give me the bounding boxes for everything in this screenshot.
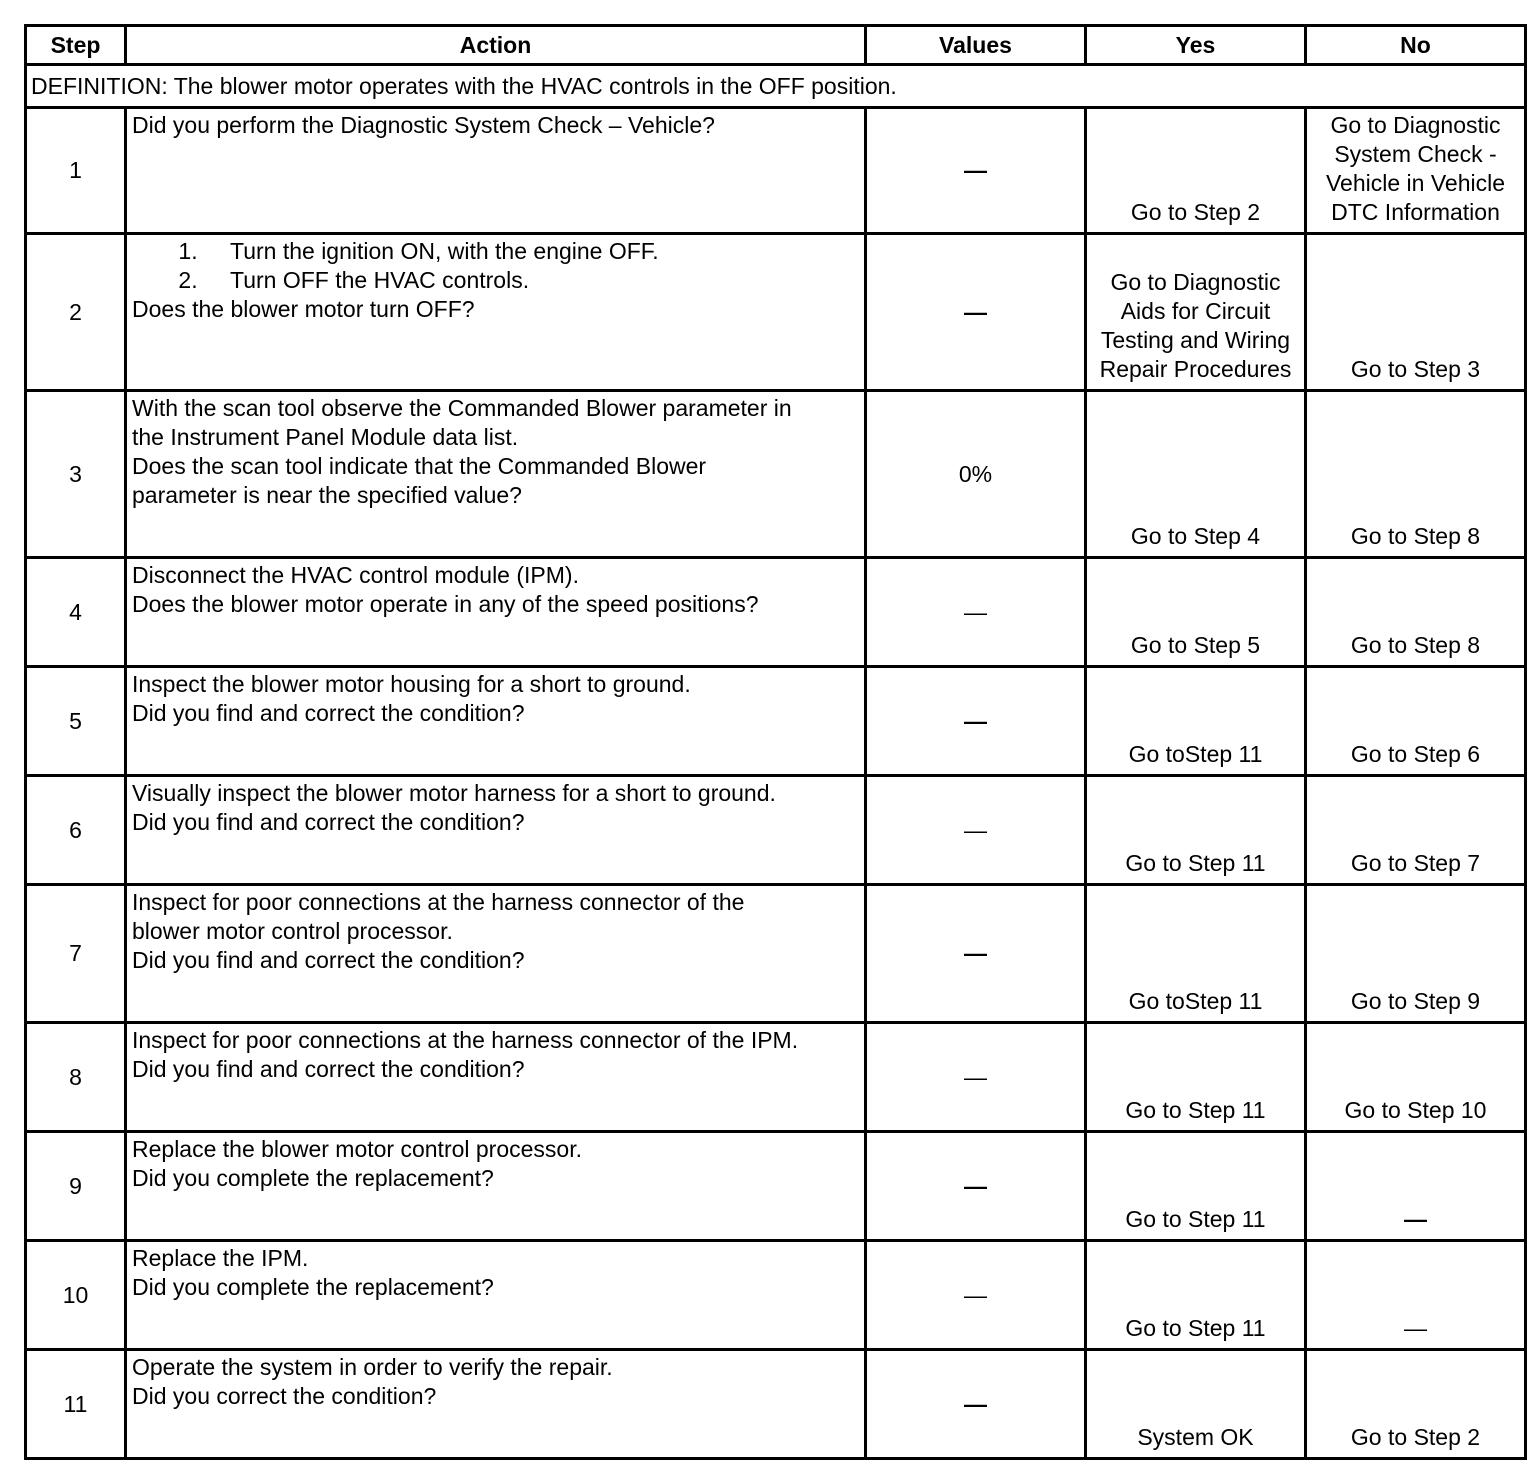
no-cell: Go to Step 6 bbox=[1306, 667, 1526, 776]
value-cell: — bbox=[866, 667, 1086, 776]
step-number: 1 bbox=[26, 108, 126, 234]
action-text: With the scan tool observe the Commanded Blower parameter in bbox=[132, 395, 792, 421]
action-text: Did you perform the Diagnostic System Check – Vehicle? bbox=[132, 112, 715, 138]
action-cell bbox=[126, 667, 866, 776]
header-step: Step bbox=[26, 26, 126, 65]
value-cell: — bbox=[866, 1241, 1086, 1350]
no-cell: Go to Diagnostic System Check - Vehicle in Vehicle DTC Information bbox=[1306, 108, 1526, 234]
no-cell: Go to Step 8 bbox=[1306, 558, 1526, 667]
value-cell: — bbox=[866, 108, 1086, 234]
step-number: 2 bbox=[26, 234, 126, 391]
question-text: Did you find and correct the condition? bbox=[132, 1056, 525, 1082]
value-cell: — bbox=[866, 1350, 1086, 1459]
action-cell bbox=[126, 1241, 866, 1350]
question-text: Does the blower motor turn OFF? bbox=[132, 296, 475, 322]
yes-cell: Go toStep 11 bbox=[1086, 885, 1306, 1023]
yes-cell: Go to Step 11 bbox=[1086, 1241, 1306, 1350]
action-list-item: 1. Turn the ignition ON, with the engine OFF. bbox=[204, 237, 858, 266]
action-text: Replace the blower motor control processor. bbox=[132, 1136, 582, 1162]
no-cell: Go to Step 10 bbox=[1306, 1023, 1526, 1132]
action-list bbox=[132, 237, 858, 295]
step-number: 3 bbox=[26, 391, 126, 558]
action-text: Inspect for poor connections at the harness connector of the IPM. bbox=[132, 1027, 799, 1053]
yes-cell: Go to Diagnostic Aids for Circuit Testing and Wiring Repair Procedures bbox=[1086, 234, 1306, 391]
yes-cell: Go toStep 11 bbox=[1086, 667, 1306, 776]
step-number: 8 bbox=[26, 1023, 126, 1132]
value-cell: — bbox=[866, 234, 1086, 391]
no-cell: Go to Step 7 bbox=[1306, 776, 1526, 885]
table-row bbox=[26, 1132, 1526, 1241]
table-row bbox=[26, 1350, 1526, 1459]
question-text: Does the blower motor operate in any of the speed positions? bbox=[132, 591, 759, 617]
action-text: blower motor control processor. bbox=[132, 918, 453, 944]
action-text: Inspect for poor connections at the harness connector of the bbox=[132, 889, 745, 915]
yes-cell: Go to Step 4 bbox=[1086, 391, 1306, 558]
question-text: Did you correct the condition? bbox=[132, 1383, 437, 1409]
table-row bbox=[26, 776, 1526, 885]
value-cell: — bbox=[866, 558, 1086, 667]
no-cell: — bbox=[1306, 1241, 1526, 1350]
action-cell bbox=[126, 1350, 866, 1459]
value-cell: — bbox=[866, 1132, 1086, 1241]
definition-text: DEFINITION: The blower motor operates with the HVAC controls in the OFF position. bbox=[26, 65, 1526, 108]
question-text: Did you complete the replacement? bbox=[132, 1274, 494, 1300]
value-cell: — bbox=[866, 776, 1086, 885]
value-cell: — bbox=[866, 885, 1086, 1023]
action-text: Disconnect the HVAC control module (IPM). bbox=[132, 562, 579, 588]
no-cell: Go to Step 9 bbox=[1306, 885, 1526, 1023]
step-number: 6 bbox=[26, 776, 126, 885]
definition-row bbox=[26, 65, 1526, 108]
yes-cell: System OK bbox=[1086, 1350, 1306, 1459]
action-list-item: 2. Turn OFF the HVAC controls. bbox=[204, 266, 858, 295]
action-text: Replace the IPM. bbox=[132, 1245, 309, 1271]
step-number: 10 bbox=[26, 1241, 126, 1350]
step-number: 11 bbox=[26, 1350, 126, 1459]
action-cell bbox=[126, 108, 866, 234]
table-row bbox=[26, 885, 1526, 1023]
action-text: Inspect the blower motor housing for a short to ground. bbox=[132, 671, 691, 697]
no-cell: Go to Step 8 bbox=[1306, 391, 1526, 558]
action-text: Operate the system in order to verify the repair. bbox=[132, 1354, 613, 1380]
header-no: No bbox=[1306, 26, 1526, 65]
action-cell bbox=[126, 776, 866, 885]
diagnostic-table bbox=[24, 24, 1527, 1460]
yes-cell: Go to Step 11 bbox=[1086, 776, 1306, 885]
action-cell bbox=[126, 1023, 866, 1132]
action-cell bbox=[126, 234, 866, 391]
value-cell: — bbox=[866, 1023, 1086, 1132]
action-text: the Instrument Panel Module data list. bbox=[132, 424, 519, 450]
question-text: parameter is near the specified value? bbox=[132, 482, 522, 508]
question-text: Did you find and correct the condition? bbox=[132, 700, 525, 726]
yes-cell: Go to Step 5 bbox=[1086, 558, 1306, 667]
question-text: Did you complete the replacement? bbox=[132, 1165, 494, 1191]
table-row bbox=[26, 1023, 1526, 1132]
action-cell bbox=[126, 558, 866, 667]
table-row bbox=[26, 667, 1526, 776]
yes-cell: Go to Step 11 bbox=[1086, 1132, 1306, 1241]
header-yes: Yes bbox=[1086, 26, 1306, 65]
action-cell bbox=[126, 1132, 866, 1241]
table-row bbox=[26, 558, 1526, 667]
header-action: Action bbox=[126, 26, 866, 65]
table-row bbox=[26, 234, 1526, 391]
yes-cell: Go to Step 11 bbox=[1086, 1023, 1306, 1132]
step-number: 9 bbox=[26, 1132, 126, 1241]
action-cell bbox=[126, 885, 866, 1023]
no-cell: Go to Step 3 bbox=[1306, 234, 1526, 391]
no-cell: — bbox=[1306, 1132, 1526, 1241]
step-number: 7 bbox=[26, 885, 126, 1023]
question-text: Does the scan tool indicate that the Commanded Blower bbox=[132, 453, 707, 479]
question-text: Did you find and correct the condition? bbox=[132, 809, 525, 835]
question-text: Did you find and correct the condition? bbox=[132, 947, 525, 973]
no-cell: Go to Step 2 bbox=[1306, 1350, 1526, 1459]
table-row bbox=[26, 391, 1526, 558]
value-cell: 0% bbox=[866, 391, 1086, 558]
header-values: Values bbox=[866, 26, 1086, 65]
action-text: Visually inspect the blower motor harness for a short to ground. bbox=[132, 780, 776, 806]
table-row bbox=[26, 108, 1526, 234]
action-cell bbox=[126, 391, 866, 558]
header-row bbox=[26, 26, 1526, 65]
table-row bbox=[26, 1241, 1526, 1350]
step-number: 5 bbox=[26, 667, 126, 776]
step-number: 4 bbox=[26, 558, 126, 667]
yes-cell: Go to Step 2 bbox=[1086, 108, 1306, 234]
